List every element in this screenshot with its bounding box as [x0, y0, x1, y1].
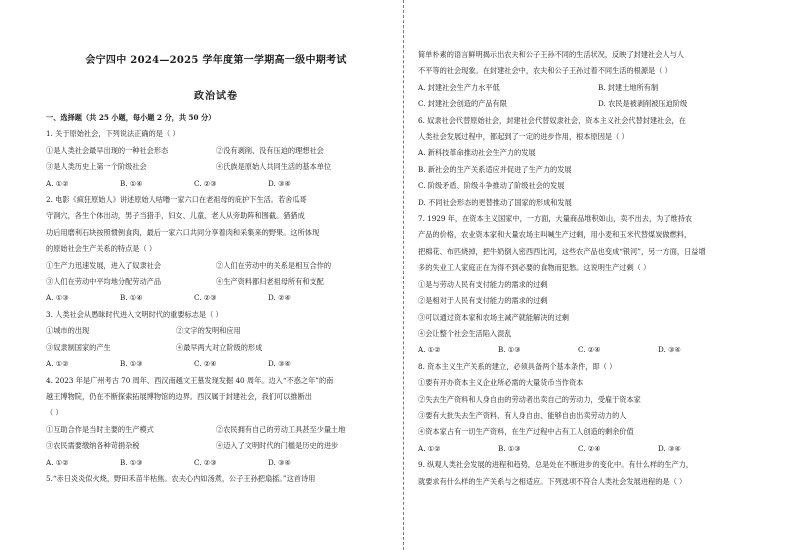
- statement: ②是相对于人民有支付能力的需求的过剩: [418, 296, 548, 306]
- statement: ①生产力迅速发展，进入了奴隶社会: [46, 260, 162, 270]
- question-5-stem: 5.“赤日炎炎似火烧，野田禾苗半枯焦。农夫心内如汤煮，公子王孙把扇摇。”这首诗用: [46, 473, 316, 483]
- choice-d: D. ③④: [268, 457, 291, 467]
- choice-b: B. ①③: [498, 345, 521, 355]
- choice-c: C. ②④: [578, 443, 601, 453]
- statement: ④最早两大对立阶级的形成: [176, 342, 263, 352]
- question-4-choices: [46, 455, 386, 471]
- choice-a: A. ①②: [418, 443, 441, 453]
- choice-d: D. ③④: [268, 359, 291, 369]
- statement: ①是与劳动人民有支付能力的需求的过剩: [418, 279, 548, 289]
- question-1-statements-b: [46, 159, 386, 175]
- choice-c: C. 阶级矛盾、阶级斗争推动了阶级社会的发展: [418, 181, 565, 191]
- statement: ①互助合作是当时主要的生产模式: [46, 424, 154, 434]
- question-1-stem: 1. 关于原始社会，下列说法正确的是（ ）: [46, 129, 180, 139]
- choice-b: B. ①③: [120, 359, 143, 369]
- choice-a: A. ①②: [46, 178, 69, 188]
- question-4-statements-b: [46, 438, 386, 454]
- statement: ②失去生产资料和人身自由的劳动者出卖自己的劳动力，受雇于资本家: [418, 394, 641, 404]
- question-4-stem: （ ）: [46, 408, 63, 418]
- exam-subject: 政治试卷: [194, 91, 238, 102]
- question-3-stem: 3. 人类社会从愚昧时代进入文明时代的重要标志是（ ）: [46, 309, 223, 319]
- question-5-stem: 不平等的社会现象。在封建社会中，农夫和公子王孙过着不同生活的根源是（ ）: [418, 66, 672, 76]
- choice-b: B. 新社会的生产关系适应并促进了生产力的发展: [418, 164, 572, 174]
- question-2-stem: 的原始社会生产关系的特点是（ ）: [46, 244, 157, 254]
- question-6-stem: 6. 奴隶社会代替原始社会，封建社会代替奴隶社会，资本主义社会代替封建社会，在: [418, 115, 686, 125]
- choice-b: B. ①③: [498, 443, 521, 453]
- left-column: [46, 110, 386, 487]
- question-2-statements-a: [46, 258, 386, 274]
- choice-d: D. ③④: [658, 345, 681, 355]
- question-2-stem: 2. 电影《疯狂原始人》讲述原始人咕噜一家六口在老祖母的庇护下生活。若舍瓜哥: [46, 195, 307, 205]
- statement: ③要有大批失去生产资料、有人身自由、能够自由出卖劳动力的人: [418, 410, 627, 420]
- choice-a: A. ①②: [418, 345, 441, 355]
- statement: ④会让整个社会生活陷入混乱: [418, 328, 512, 338]
- question-8-choices: [418, 441, 776, 457]
- statement: ①要有开办资本主义企业所必需的大量货币当作资本: [418, 378, 584, 388]
- choice-c: C. ②④: [578, 345, 601, 355]
- choice-a: A. ①②: [46, 359, 69, 369]
- statement: ①城市的出现: [46, 326, 90, 336]
- question-2-stem: 功后用磨利石块按照惯例食肉，最后一家六口共同分享着肉和采集来的野果。这所体现: [46, 227, 320, 237]
- question-9-stem: 9. 纵观人类社会发展的进程和趋势，总是处在不断进步的变化中。有什么样的生产力，: [418, 460, 694, 470]
- choice-d: D. ③④: [268, 178, 291, 188]
- choice-c: C. ②③: [194, 178, 217, 188]
- exam-title: 会宁四中 2024—2025 学年度第一学期高一级中期考试: [85, 55, 347, 66]
- statement: ④氏族是原始人共同生活的基本单位: [216, 162, 332, 172]
- question-5-stem: 简单朴素的语言鲜明揭示出农夫和公子王孙不同的生活状况，反映了封建社会人与人: [418, 50, 684, 59]
- statement: ④资本家占有一切生产资料，在生产过程中占有工人创造的剩余价值: [418, 427, 634, 437]
- question-1-choices: [46, 176, 386, 192]
- question-5-choices-a: [418, 80, 776, 96]
- question-7-stem: 产品的价格，农业资本家和大量农场主叫喊生产过剩，用小麦和玉米代替煤炭做燃料，: [418, 230, 692, 240]
- choice-a: A. ①③: [46, 293, 69, 303]
- statement: ④生产资料都归老祖母所有和支配: [216, 277, 324, 287]
- choice-b: B. ①④: [120, 178, 143, 188]
- choice-b: B. ①④: [120, 293, 143, 303]
- choice-a: A. 新科技革命推动社会生产力的发展: [418, 148, 536, 158]
- statement: ②文字的发明和应用: [176, 326, 241, 336]
- statement: ②人们在劳动中的关系是相互合作的: [216, 260, 332, 270]
- statement: ③是人类历史上第一个阶级社会: [46, 162, 147, 172]
- right-column: [418, 47, 776, 490]
- question-5-choices-b: [418, 96, 776, 112]
- statement: ③奴隶制国家的产生: [46, 342, 111, 352]
- question-9-stem: 就要求有什么样的生产关系与之相适应。下列选项不符合人类社会发展进程的是（ ）: [418, 476, 687, 486]
- statement: ③农民需要缴纳各种苛捐杂税: [46, 441, 140, 451]
- question-8-stem: 8. 资本主义生产关系的建立，必须具备两个基本条件，即（ ）: [418, 361, 617, 371]
- question-2-stem: 守洞穴，各生个体出动，男子当猎手，妇女、儿童、老人从旁助阵和围截。猎猎成: [46, 211, 305, 221]
- question-7-choices: [418, 342, 776, 358]
- question-2-statements-b: [46, 274, 386, 290]
- choice-d: D. 不同社会形态的更替推动了国家的形成和发展: [418, 197, 572, 207]
- question-7-stem: 多的失业工人家庭正在为得不到必要的食物而犯愁。这说明生产过剩（ ）: [418, 263, 651, 273]
- section-heading: 一、选择题（共 25 小题，每小题 2 分，共 50 分）: [46, 113, 216, 122]
- question-3-statements-b: [46, 340, 386, 356]
- question-1-statements-a: [46, 143, 386, 159]
- statement: ③可以通过资本家和农场主减产就能解决的过剩: [418, 312, 569, 322]
- statement: ②没有剥削、没有压迫的理想社会: [216, 145, 324, 155]
- choice-d: D. ②④: [268, 293, 291, 303]
- question-3-statements-a: [46, 323, 386, 339]
- question-4-stem: 越王博物院，仍在不断探索拓展博物馆的边界。西汉属于封建社会，我们可以推断出: [46, 391, 312, 401]
- question-4-statements-a: [46, 422, 386, 438]
- choice-a: A. 封建社会生产力水平低: [418, 82, 500, 92]
- choice-d: D. 农民是被剥削被压迫阶级: [598, 99, 688, 109]
- choice-a: A. ①②: [46, 457, 69, 467]
- statement: ①是人类社会最早出现的一种社会形态: [46, 145, 169, 155]
- question-6-stem: 人类社会发展过程中，都起到了一定的进步作用，根本原因是（ ）: [418, 132, 629, 142]
- statement: ②农民拥有自己的劳动工具甚至少量土地: [216, 424, 346, 434]
- choice-b: B. 封建土地所有制: [598, 82, 659, 92]
- question-3-choices: [46, 356, 386, 372]
- choice-d: D. ③④: [658, 443, 681, 453]
- question-7-stem: 把棉花、布匹烧掉，把牛奶倒入密西西比河，这些农产品也变成“银河”，另一方面，日益增: [418, 246, 706, 256]
- statement: ③人们在劳动中平均地分配劳动产品: [46, 277, 162, 287]
- column-divider: [403, 0, 404, 550]
- choice-b: B. ①③: [120, 457, 143, 467]
- choice-c: C. ②③: [194, 293, 217, 303]
- question-4-stem: 4. 2023 年是广州考古 70 周年、西汉南越文王墓发现发掘 40 周年。边入“不惑之年”的南: [46, 375, 334, 385]
- question-2-choices: [46, 290, 386, 306]
- statement: ④迈入了文明时代的门槛是历史的进步: [216, 441, 339, 451]
- choice-c: C. ②④: [194, 359, 217, 369]
- choice-c: C. ②③: [194, 457, 217, 467]
- question-7-stem: 7. 1929 年，在资本主义国家中，一方面，大量商品堆积如山，卖不出去，为了维持农: [418, 214, 693, 224]
- choice-c: C. 封建社会创造的产品有限: [418, 99, 507, 109]
